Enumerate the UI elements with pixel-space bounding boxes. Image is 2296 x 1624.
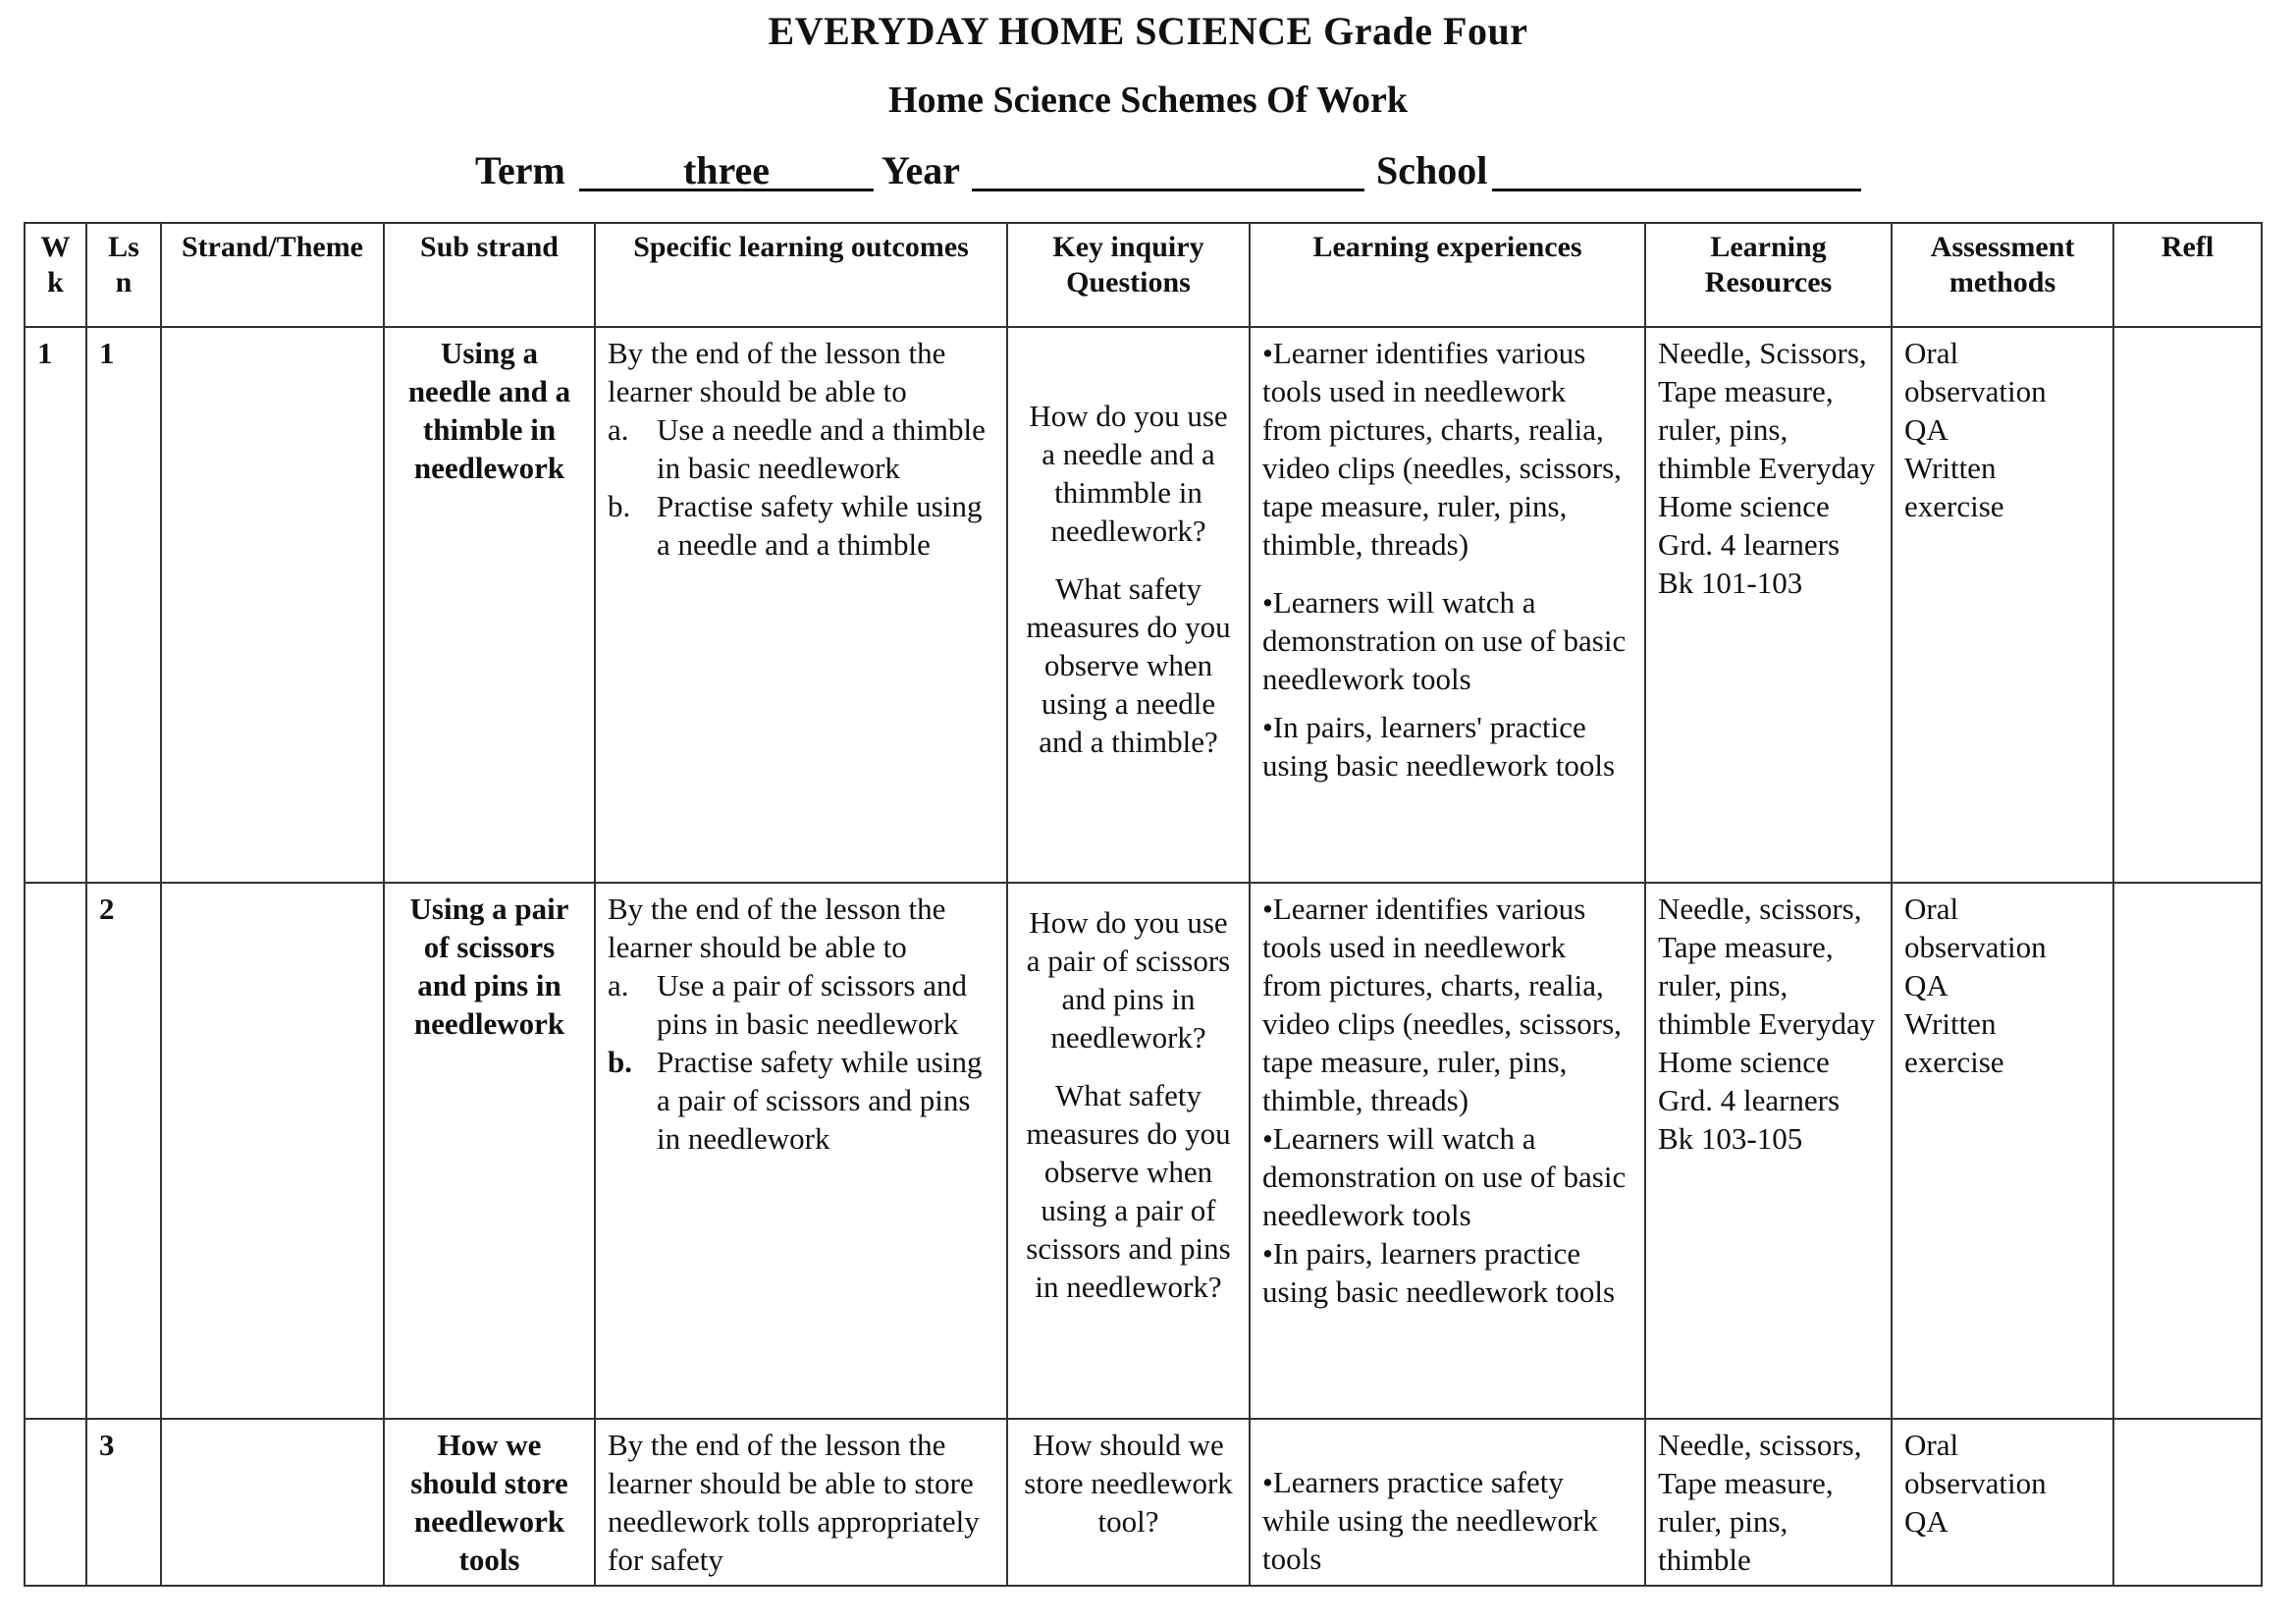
strand-cell xyxy=(161,1419,384,1586)
outcome-marker: b. xyxy=(608,489,631,523)
outcome-item xyxy=(608,410,994,487)
header-strand: Strand/Theme xyxy=(161,223,384,327)
outcome-item xyxy=(608,487,994,564)
term-line xyxy=(0,147,2296,198)
strand-cell xyxy=(161,883,384,1419)
document-subtitle: Home Science Schemes Of Work xyxy=(887,80,1409,121)
term-value: three xyxy=(682,148,771,192)
school-blank xyxy=(1492,147,1861,191)
document-title: EVERYDAY HOME SCIENCE Grade Four xyxy=(768,9,1528,53)
header-inquiry: Key inquiry Questions xyxy=(1007,223,1250,327)
experience-item: • In pairs, learners' practice using basic needlework tools xyxy=(1262,708,1632,785)
header-resources: Learning Resources xyxy=(1645,223,1892,327)
outcome-item xyxy=(608,966,994,1043)
header-experiences: Learning experiences xyxy=(1250,223,1645,327)
substrand-cell: Using a needle and a thimble in needlework xyxy=(384,327,595,883)
inquiry-cell xyxy=(1007,1419,1250,1586)
resources-cell: Needle, scissors, Tape measure, ruler, pins, thimble xyxy=(1645,1419,1892,1586)
assessment-item: Oral observation xyxy=(1904,336,2047,408)
assessment-item: Oral observation xyxy=(1904,892,2047,964)
inquiry-question: What safety measures do you observe when using a needle and a thimble? xyxy=(1026,571,1231,759)
week-cell xyxy=(25,883,86,1419)
experience-item: • In pairs, learners practice using basic needlework tools xyxy=(1262,1234,1632,1311)
outcomes-cell xyxy=(595,883,1007,1419)
outcome-marker: a. xyxy=(608,968,629,1002)
table-row xyxy=(25,327,2262,883)
outcome-marker: a. xyxy=(608,412,629,447)
assessment-cell xyxy=(1892,883,2113,1419)
experiences-cell xyxy=(1250,327,1645,883)
substrand-cell: Using a pair of scissors and pins in needlework xyxy=(384,883,595,1419)
header-week: W k xyxy=(25,223,86,327)
outcomes-intro: By the end of the lesson the learner should be able to xyxy=(608,892,946,964)
inquiry-cell xyxy=(1007,883,1250,1419)
reflection-cell xyxy=(2113,327,2262,883)
experience-item: • Learners will watch a demonstration on use of basic needlework tools xyxy=(1262,1119,1632,1234)
schemes-of-work-table xyxy=(24,222,2263,1587)
experience-item: • Learner identifies various tools used in needlework from pictures, charts, realia, video clips (needles, scissors, tape measure, ruler, pins, thimble, threads) xyxy=(1262,334,1632,564)
lesson-cell: 3 xyxy=(86,1419,161,1586)
reflection-cell xyxy=(2113,1419,2262,1586)
experience-item: • Learners practice safety while using the needlework tools xyxy=(1262,1463,1632,1578)
term-label: Term xyxy=(475,148,565,192)
assessment-item: QA xyxy=(1904,968,1949,1002)
header-outcomes: Specific learning outcomes xyxy=(595,223,1007,327)
resources-cell: Needle, Scissors, Tape measure, ruler, pins, thimble Everyday Home science Grd. 4 learners Bk 101-103 xyxy=(1645,327,1892,883)
lesson-cell: 1 xyxy=(86,327,161,883)
outcome-text: Practise safety while using a needle and a thimble xyxy=(657,489,983,562)
inquiry-question: How do you use a pair of scissors and pins in needlework? xyxy=(1026,905,1231,1055)
assessment-item: Oral observation xyxy=(1904,1428,2047,1500)
assessment-cell xyxy=(1892,327,2113,883)
assessment-item: QA xyxy=(1904,1504,1949,1539)
outcomes-cell xyxy=(595,327,1007,883)
inquiry-question: How should we store needlework tool? xyxy=(1024,1428,1233,1539)
header-assessment: Assessment methods xyxy=(1892,223,2113,327)
year-label: Year xyxy=(881,148,960,192)
table-row xyxy=(25,883,2262,1419)
assessment-item: QA xyxy=(1904,412,1949,447)
experience-item: • Learner identifies various tools used in needlework from pictures, charts, realia, video clips (needles, scissors, tape measure, ruler, pins, thimble, threads) xyxy=(1262,890,1632,1119)
week-cell: 1 xyxy=(25,327,86,883)
substrand-cell: How we should store needlework tools xyxy=(384,1419,595,1586)
school-label: School xyxy=(1376,148,1488,192)
header-lesson: Ls n xyxy=(86,223,161,327)
inquiry-question: How do you use a needle and a thimmble in needlework? xyxy=(1029,399,1228,548)
week-cell xyxy=(25,1419,86,1586)
outcome-item xyxy=(608,1043,994,1158)
outcomes-intro: By the end of the lesson the learner should be able to store needlework tolls appropriately for safety xyxy=(608,1428,980,1577)
term-blank xyxy=(579,147,874,191)
strand-cell xyxy=(161,327,384,883)
inquiry-question: What safety measures do you observe when using a pair of scissors and pins in needlework? xyxy=(1026,1078,1231,1304)
outcome-text: Practise safety while using a pair of scissors and pins in needlework xyxy=(657,1045,983,1156)
outcomes-intro: By the end of the lesson the learner should be able to xyxy=(608,336,946,408)
experience-item: • Learners will watch a demonstration on use of basic needlework tools xyxy=(1262,583,1632,698)
resources-cell: Needle, scissors, Tape measure, ruler, pins, thimble Everyday Home science Grd. 4 learners Bk 103-105 xyxy=(1645,883,1892,1419)
header-substrand: Sub strand xyxy=(384,223,595,327)
table-row xyxy=(25,1419,2262,1586)
outcome-text: Use a needle and a thimble in basic needlework xyxy=(657,412,986,485)
reflection-cell xyxy=(2113,883,2262,1419)
outcome-marker: b. xyxy=(608,1045,632,1079)
outcome-text: Use a pair of scissors and pins in basic needlework xyxy=(657,968,967,1041)
inquiry-cell xyxy=(1007,327,1250,883)
lesson-cell: 2 xyxy=(86,883,161,1419)
experiences-cell xyxy=(1250,1419,1645,1586)
outcomes-cell xyxy=(595,1419,1007,1586)
assessment-item: Written exercise xyxy=(1904,451,2004,523)
assessment-item: Written exercise xyxy=(1904,1006,2004,1079)
table-header-row xyxy=(25,223,2262,327)
experiences-cell xyxy=(1250,883,1645,1419)
year-blank xyxy=(972,147,1364,191)
assessment-cell xyxy=(1892,1419,2113,1586)
header-reflection: Refl xyxy=(2113,223,2262,327)
